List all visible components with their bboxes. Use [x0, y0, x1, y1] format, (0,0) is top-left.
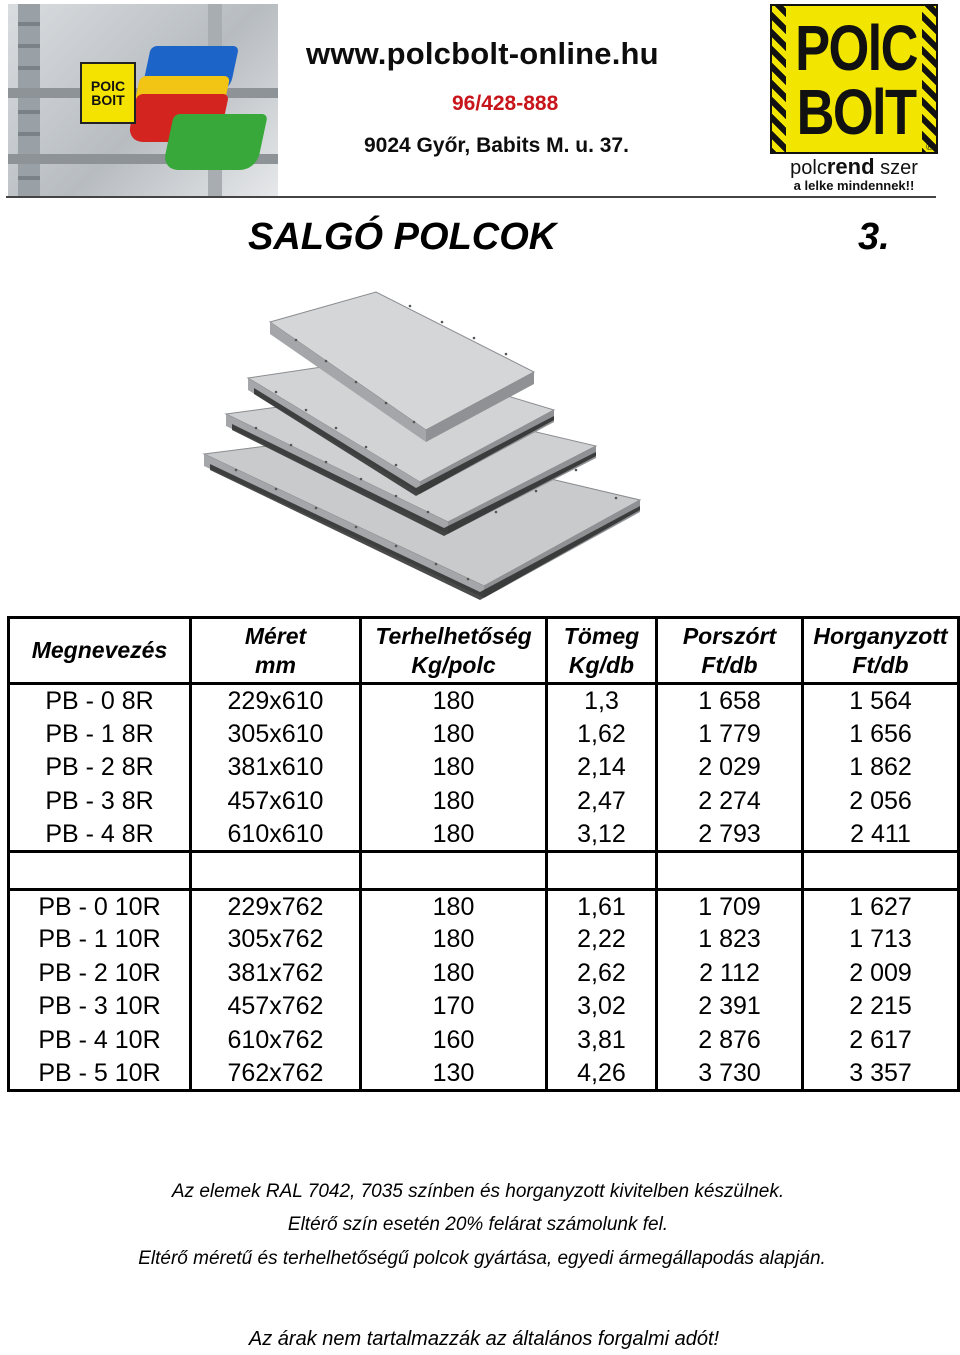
cell-price-powder: 1 709 — [657, 889, 803, 923]
cell-price-powder: 3 730 — [657, 1057, 803, 1091]
cell-name: PB - 3 8R — [9, 784, 191, 818]
cell-price-galvanized: 3 357 — [803, 1057, 959, 1091]
mini-logo-line1: POlC — [90, 78, 126, 94]
cell-name: PB - 2 8R — [9, 751, 191, 785]
cell-empty — [9, 851, 191, 889]
cell-price-galvanized: 2 009 — [803, 956, 959, 990]
logo-text-bottom: BOlT — [796, 76, 916, 148]
cell-load: 180 — [361, 889, 547, 923]
cell-name: PB - 5 10R — [9, 1057, 191, 1091]
cell-load: 180 — [361, 956, 547, 990]
page-number: 3. — [858, 216, 890, 258]
logo-brand-line — [770, 154, 938, 180]
cell-load: 130 — [361, 1057, 547, 1091]
cell-price-galvanized: 2 056 — [803, 784, 959, 818]
table-row — [9, 990, 959, 1024]
cell-price-powder: 1 658 — [657, 684, 803, 718]
hazard-stripe — [772, 6, 786, 154]
note-vat: Az árak nem tartalmazzák az általános forgalmi adót! — [248, 1328, 720, 1350]
cell-empty — [657, 851, 803, 889]
cell-name: PB - 0 10R — [9, 889, 191, 923]
cell-weight: 4,26 — [547, 1057, 657, 1091]
website-url[interactable]: www.polcbolt-online.hu — [306, 36, 659, 71]
cell-price-powder: 1 823 — [657, 923, 803, 957]
phone-number: 96/428-888 — [452, 92, 559, 115]
cell-size: 381x610 — [191, 751, 361, 785]
table-row — [9, 956, 959, 990]
cell-price-galvanized: 2 215 — [803, 990, 959, 1024]
cell-empty — [803, 851, 959, 889]
note-colors: Az elemek RAL 7042, 7035 színben és horganyzott kivitelben készülnek. — [171, 1181, 785, 1202]
shelves-illustration — [196, 286, 648, 604]
note-custom: Eltérő méretű és terhelhetőségű polcok gyártása, egyedi ármegállapodás alapján. — [138, 1248, 826, 1269]
cell-name: PB - 2 10R — [9, 956, 191, 990]
cell-empty — [191, 851, 361, 889]
table-spacer-row — [9, 851, 959, 889]
cell-weight: 2,62 — [547, 956, 657, 990]
cell-load: 180 — [361, 818, 547, 852]
note-surcharge: Eltérő szín esetén 20% felárat számolunk fel. — [287, 1214, 669, 1235]
cell-size: 610x610 — [191, 818, 361, 852]
col-header-load: Terhelhetőség Kg/polc — [361, 618, 547, 684]
cell-price-powder: 2 391 — [657, 990, 803, 1024]
cell-price-powder: 2 793 — [657, 818, 803, 852]
header-banner — [6, 2, 940, 198]
cell-weight: 2,22 — [547, 923, 657, 957]
cell-size: 305x610 — [191, 717, 361, 751]
cell-load: 180 — [361, 684, 547, 718]
table-row — [9, 684, 959, 718]
cell-name: PB - 3 10R — [9, 990, 191, 1024]
col-header-powder-coated: Porszórt Ft/db — [657, 618, 803, 684]
logo-tag-a: polc — [790, 157, 827, 179]
cell-price-powder: 2 112 — [657, 956, 803, 990]
logo-tag-b: rend — [826, 154, 875, 179]
table-row — [9, 1023, 959, 1057]
col-header-weight: Tömeg Kg/db — [547, 618, 657, 684]
cell-price-galvanized: 1 627 — [803, 889, 959, 923]
table-row — [9, 784, 959, 818]
banner-divider — [6, 196, 936, 198]
cell-size: 457x762 — [191, 990, 361, 1024]
cell-size: 610x762 — [191, 1023, 361, 1057]
cell-name: PB - 1 10R — [9, 923, 191, 957]
cell-price-powder: 2 029 — [657, 751, 803, 785]
table-row — [9, 818, 959, 852]
cell-name: PB - 0 8R — [9, 684, 191, 718]
cell-size: 229x762 — [191, 889, 361, 923]
logo-badge — [770, 4, 938, 154]
cell-weight: 2,14 — [547, 751, 657, 785]
green-bin — [162, 114, 268, 170]
cell-price-powder: 2 274 — [657, 784, 803, 818]
table-row — [9, 889, 959, 923]
logo-tagline: a lelke mindennek!! — [793, 178, 915, 193]
cell-price-galvanized: 1 713 — [803, 923, 959, 957]
col-header-name: Megnevezés — [9, 618, 191, 684]
cell-weight: 2,47 — [547, 784, 657, 818]
page-title: SALGÓ POLCOK — [248, 216, 557, 258]
cell-price-galvanized: 1 564 — [803, 684, 959, 718]
cell-price-galvanized: 2 411 — [803, 818, 959, 852]
mini-logo — [80, 62, 136, 124]
cell-name: PB - 4 10R — [9, 1023, 191, 1057]
cell-size: 305x762 — [191, 923, 361, 957]
rack-upright — [18, 4, 40, 196]
cell-name: PB - 1 8R — [9, 717, 191, 751]
cell-price-powder: 1 779 — [657, 717, 803, 751]
cell-price-galvanized: 1 862 — [803, 751, 959, 785]
logo-tag-c: szer — [880, 157, 918, 179]
cell-weight: 1,3 — [547, 684, 657, 718]
table-row — [9, 923, 959, 957]
registered-mark: ® — [926, 142, 934, 153]
cell-price-powder: 2 876 — [657, 1023, 803, 1057]
cell-load: 180 — [361, 784, 547, 818]
cell-empty — [361, 851, 547, 889]
cell-weight: 1,61 — [547, 889, 657, 923]
cell-load: 180 — [361, 923, 547, 957]
cell-load: 180 — [361, 717, 547, 751]
table-row — [9, 1057, 959, 1091]
cell-name: PB - 4 8R — [9, 818, 191, 852]
cell-size: 229x610 — [191, 684, 361, 718]
mini-logo-line2: BOlT — [91, 92, 125, 108]
table-row — [9, 717, 959, 751]
cell-size: 457x610 — [191, 784, 361, 818]
logo-text-top: POlC — [795, 12, 917, 84]
cell-load: 160 — [361, 1023, 547, 1057]
col-header-galvanized: Horganyzott Ft/db — [803, 618, 959, 684]
price-table — [7, 616, 960, 1092]
col-header-size: Méret mm — [191, 618, 361, 684]
polcbolt-logo — [768, 4, 940, 196]
storage-bins-photo — [8, 4, 278, 196]
store-address: 9024 Győr, Babits M. u. 37. — [364, 134, 629, 157]
cell-price-galvanized: 1 656 — [803, 717, 959, 751]
cell-weight: 3,81 — [547, 1023, 657, 1057]
cell-weight: 3,12 — [547, 818, 657, 852]
cell-weight: 1,62 — [547, 717, 657, 751]
cell-weight: 3,02 — [547, 990, 657, 1024]
cell-load: 180 — [361, 751, 547, 785]
cell-price-galvanized: 2 617 — [803, 1023, 959, 1057]
table-header-row — [9, 618, 959, 684]
table-row — [9, 751, 959, 785]
cell-size: 381x762 — [191, 956, 361, 990]
cell-load: 170 — [361, 990, 547, 1024]
cell-empty — [547, 851, 657, 889]
cell-size: 762x762 — [191, 1057, 361, 1091]
